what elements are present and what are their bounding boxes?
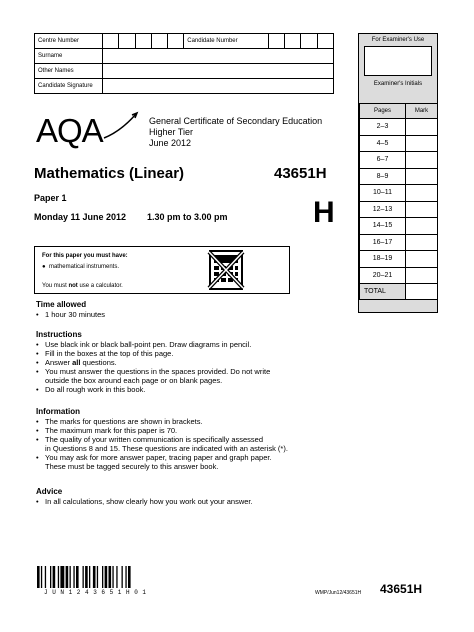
barcode: [37, 566, 167, 588]
mark-cell: [406, 251, 438, 268]
total-cell: [406, 284, 438, 300]
candidate-number-box[interactable]: [269, 34, 285, 49]
barcode-text: J U N 1 2 4 3 6 5 1 H 0 1: [44, 589, 147, 596]
list-item: • Use black ink or black ball-point pen. Draw diagrams in pencil.: [36, 340, 356, 349]
list-item: • 1 hour 30 minutes: [36, 310, 336, 319]
information-heading: Information: [36, 407, 80, 416]
footer-code: 43651H: [380, 582, 423, 596]
materials-box: [34, 246, 290, 294]
pages-header: Pages: [360, 104, 406, 119]
qualification-title: General Certificate of Secondary Education: [149, 116, 323, 126]
examiner-panel-title: For Examiner's Use: [371, 37, 425, 43]
surname-field[interactable]: [103, 49, 334, 64]
examiner-initials-label: Examiner's Initials: [373, 81, 423, 87]
candidate-details-table: [34, 33, 334, 94]
calculator-note: You must not use a calculator.: [42, 283, 123, 289]
time-allowed-list: [36, 310, 336, 319]
other-names-field[interactable]: [103, 64, 334, 79]
signature-label: Candidate Signature: [35, 79, 103, 94]
list-item: • The marks for questions are shown in brackets.: [36, 417, 366, 426]
mark-cell: [406, 201, 438, 218]
total-label: TOTAL: [360, 284, 406, 300]
mark-cell: [406, 152, 438, 169]
paper-label: Paper 1: [34, 193, 67, 203]
centre-number-box[interactable]: [151, 34, 167, 49]
footer-reference: WMP/Jun12/43651H: [315, 590, 362, 596]
mark-cell: [406, 234, 438, 251]
marks-table: [359, 103, 438, 300]
list-item: • In all calculations, show clearly how you work out your answer.: [36, 497, 356, 506]
no-calculator-icon: [207, 250, 245, 290]
page-range: 10–11: [360, 185, 406, 202]
page-range: 2–3: [360, 119, 406, 136]
advice-heading: Advice: [36, 487, 63, 496]
centre-number-box[interactable]: [119, 34, 135, 49]
list-item: • Fill in the boxes at the top of this page.: [36, 349, 356, 358]
list-item: • The maximum mark for this paper is 70.: [36, 426, 366, 435]
aqa-logo-text: AQA: [36, 112, 103, 149]
list-item: • You must answer the questions in the spaces provided. Do not write outside the box around each page or on blank pages.: [36, 367, 356, 385]
mark-cell: [406, 185, 438, 202]
page-range: 4–5: [360, 135, 406, 152]
tier-label: Higher Tier: [149, 127, 194, 137]
time-allowed-heading: Time allowed: [36, 300, 87, 309]
centre-number-box[interactable]: [103, 34, 119, 49]
page-range: 16–17: [360, 234, 406, 251]
signature-field[interactable]: [103, 79, 334, 94]
candidate-number-box[interactable]: [285, 34, 301, 49]
session-label: June 2012: [149, 138, 192, 148]
mark-cell: [406, 267, 438, 284]
examiner-panel: [358, 33, 438, 313]
candidate-number-label: Candidate Number: [184, 34, 269, 49]
exam-time: 1.30 pm to 3.00 pm: [147, 212, 228, 222]
other-names-label: Other Names: [35, 64, 103, 79]
materials-item: ● mathematical instruments.: [42, 264, 119, 270]
centre-number-label: Centre Number: [35, 34, 103, 49]
page-range: 8–9: [360, 168, 406, 185]
list-item: • Answer all questions.: [36, 358, 356, 367]
candidate-number-box[interactable]: [317, 34, 333, 49]
candidate-number-box[interactable]: [301, 34, 317, 49]
list-item: • The quality of your written communication is specifically assessed in Questions 8 and 15. These questions are indicated with an asterisk (*).: [36, 435, 366, 453]
paper-code: 43651H: [274, 165, 327, 182]
list-item: • Do all rough work in this book.: [36, 385, 356, 394]
page-range: 18–19: [360, 251, 406, 268]
surname-label: Surname: [35, 49, 103, 64]
list-item: • You may ask for more answer paper, tracing paper and graph paper. These must be tagged securely to this answer book.: [36, 453, 366, 471]
page-range: 12–13: [360, 201, 406, 218]
subject-title: Mathematics (Linear): [34, 165, 185, 182]
information-list: [36, 417, 366, 471]
instructions-list: [36, 340, 356, 394]
page-range: 6–7: [360, 152, 406, 169]
mark-cell: [406, 168, 438, 185]
tier-letter: H: [313, 196, 335, 229]
page-range: 14–15: [360, 218, 406, 235]
mark-cell: [406, 135, 438, 152]
aqa-logo: [34, 110, 144, 152]
instructions-heading: Instructions: [36, 330, 82, 339]
centre-number-box[interactable]: [168, 34, 184, 49]
advice-list: [36, 497, 356, 506]
centre-number-box[interactable]: [135, 34, 151, 49]
mark-cell: [406, 119, 438, 136]
examiner-use-box: [364, 46, 432, 76]
exam-date: Monday 11 June 2012: [34, 212, 127, 222]
materials-title: For this paper you must have:: [42, 253, 128, 259]
page-range: 20–21: [360, 267, 406, 284]
mark-header: Mark: [406, 104, 438, 119]
mark-cell: [406, 218, 438, 235]
